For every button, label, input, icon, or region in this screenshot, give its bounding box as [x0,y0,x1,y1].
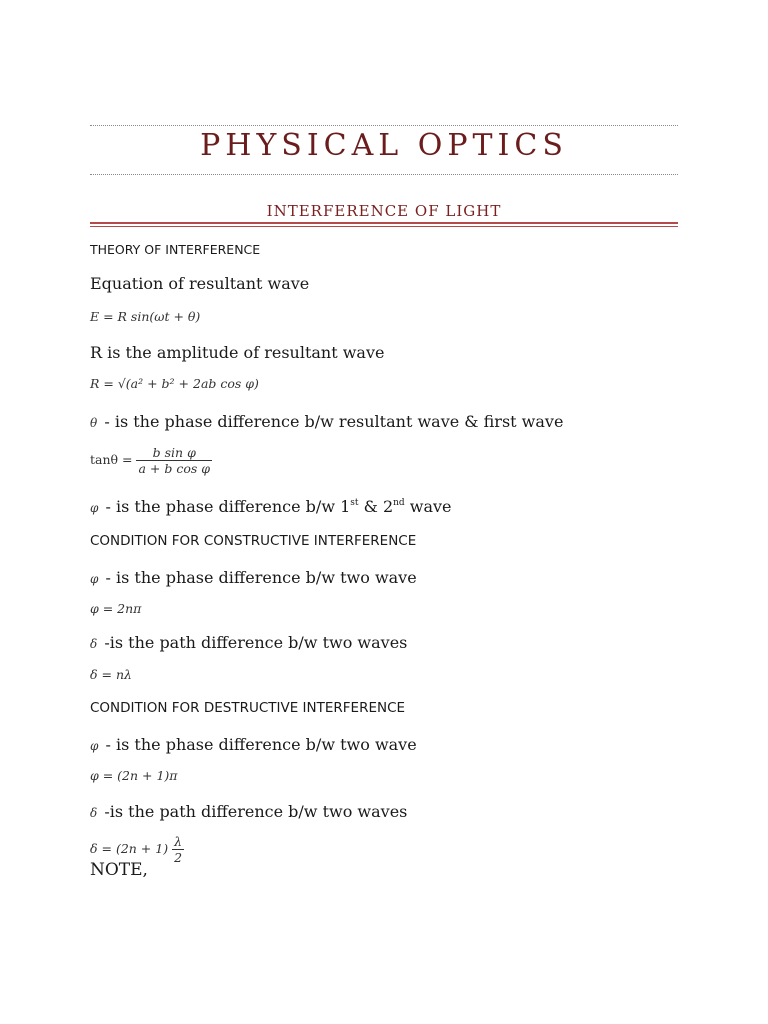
tan-lhs: tanθ = [90,452,133,467]
constructive-delta-description: -is the path difference b/w two waves [104,633,408,652]
destructive-delta-definition [90,802,407,821]
constructive-phi-equation: φ = 2nπ [90,601,142,616]
phi-sup-second: nd [393,498,405,508]
constructive-phi-definition [90,568,417,587]
theory-heading: THEORY OF INTERFERENCE [90,242,261,257]
destructive-delta-symbol: δ [90,806,98,820]
destructive-phi-definition [90,735,417,754]
document-title: PHYSICAL OPTICS [200,128,568,163]
section-subtitle: INTERFERENCE OF LIGHT [266,202,502,220]
destructive-heading: CONDITION FOR DESTRUCTIVE INTERFERENCE [90,700,406,716]
amplitude-equation: R = √(a² + b² + 2ab cos φ) [90,376,259,391]
title-dotted-rule [90,174,678,175]
lambda-over-two-fraction [172,834,184,865]
top-dotted-rule [90,125,678,126]
destructive-delta-description: -is the path difference b/w two waves [104,802,408,821]
destructive-phi-description: - is the phase difference b/w two wave [105,735,417,754]
theta-symbol: θ [90,416,98,430]
phi-sup-first: st [350,498,359,508]
resultant-label: Equation of resultant wave [90,274,310,293]
theta-description: - is the phase difference b/w resultant wave & first wave [104,412,564,431]
subtitle-double-rule [90,222,678,227]
tan-fraction [136,445,212,476]
destructive-phi-symbol: φ [90,739,99,753]
phi-definition [90,497,452,516]
phi-desc-mid: & 2 [358,497,394,516]
constructive-delta-equation: δ = nλ [90,667,132,682]
phi-desc-post: wave [404,497,452,516]
constructive-phi-symbol: φ [90,572,99,586]
phi-desc-pre: - is the phase difference b/w 1 [105,497,351,516]
theta-definition [90,412,563,431]
two-denominator: 2 [174,850,183,865]
constructive-delta-symbol: δ [90,637,98,651]
constructive-heading: CONDITION FOR CONSTRUCTIVE INTERFERENCE [90,533,417,549]
tan-denominator: a + b cos φ [138,461,210,476]
document-page [90,0,678,1024]
tan-numerator: b sin φ [152,445,196,460]
constructive-delta-definition [90,633,407,652]
destructive-phi-equation: φ = (2n + 1)π [90,768,178,783]
note-label: NOTE, [90,860,148,880]
phi-symbol: φ [90,501,99,515]
lambda-numerator: λ [174,834,182,849]
amplitude-label: R is the amplitude of resultant wave [90,343,385,362]
resultant-equation: E = R sin(ωt + θ) [90,309,201,324]
tan-equation [90,445,212,476]
constructive-phi-description: - is the phase difference b/w two wave [105,568,417,587]
destructive-delta-lhs: δ = (2n + 1) [90,841,169,856]
